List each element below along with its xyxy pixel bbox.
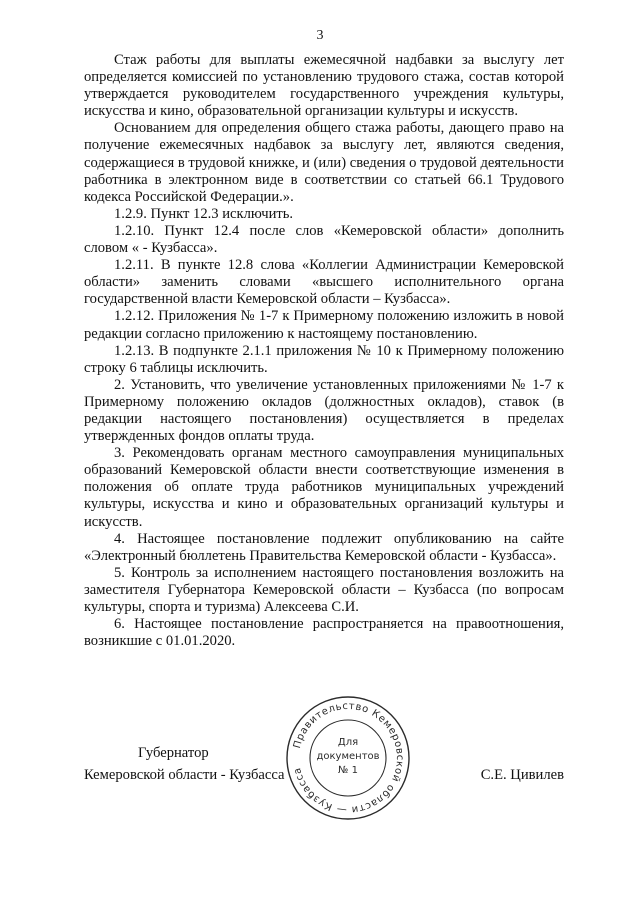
stamp-center-line-3: № 1 xyxy=(338,765,358,776)
paragraph-4: 4. Настоящее постановление подлежит опубликованию на сайте «Электронный бюллетень Правительства Кемеровской области - Кузбасса». xyxy=(84,530,564,564)
paragraph-1-2-11: 1.2.11. В пункте 12.8 слова «Коллегии Администрации Кемеровской области» заменить словами «высшего исполнительного органа государственной власти Кемеровской области – Кузбасса». xyxy=(84,257,564,308)
stamp-center-line-1: Для xyxy=(337,737,359,748)
page-number: 3 xyxy=(316,28,324,43)
paragraph-seniority-commission: Стаж работы для выплаты ежемесячной надбавки за выслугу лет определяется комиссией по установлению трудового стажа, состав которой утверждается руководителем государственного учреждения культуры, искусства и кино, образовательной организации культуры и искусств. xyxy=(84,52,564,120)
paragraph-1-2-9: 1.2.9. Пункт 12.3 исключить. xyxy=(114,205,294,222)
signatory-title-line2: Кемеровской области - Кузбасса xyxy=(84,767,285,783)
stamp-ring-text: Правительство Кемеровской области — Кузбасса xyxy=(291,700,406,816)
document-body xyxy=(84,52,564,650)
paragraph-1-2-10: 1.2.10. Пункт 12.4 после слов «Кемеровской области» дополнить словом « - Кузбасса». xyxy=(84,222,564,257)
signatory-title-line1: Губернатор xyxy=(138,745,209,761)
paragraph-seniority-basis: Основанием для определения общего стажа работы, дающего право на получение ежемесячных надбавок за выслугу лет, являются сведения, содержащиеся в трудовой книжке, и (или) сведения о трудовой деятельности работника в электронном виде в соответствии со статьей 66.1 Трудового кодекса Российской Федерации.». xyxy=(84,120,564,205)
paragraph-6: 6. Настоящее постановление распространяется на правоотношения, возникшие с 01.01.2020. xyxy=(84,616,564,650)
paragraph-3: 3. Рекомендовать органам местного самоуправления муниципальных образований Кемеровской области внести соответствующие изменения в положения об оплате труда работников муниципальных учреждений культуры, искусства и кино и образовательных организаций культуры и искусств. xyxy=(84,445,564,530)
signatory-name: С.Е. Цивилев xyxy=(480,767,564,783)
paragraph-5: 5. Контроль за исполнением настоящего постановления возложить на заместителя Губернатора Кемеровской области – Кузбасса (по вопросам культуры, спорта и туризма) Алексеева С.И. xyxy=(84,564,564,615)
signature-block xyxy=(84,735,564,795)
paragraph-2: 2. Установить, что увеличение установленных приложениями № 1-7 к Примерному положению окладов (должностных окладов), ставок (в редакции настоящего постановления) осуществляется в пределах утвержденных фондов оплаты труда. xyxy=(84,376,564,445)
paragraph-1-2-13: 1.2.13. В подпункте 2.1.1 приложения № 10 к Примерному положению строку 6 таблицы исключить. xyxy=(84,342,564,376)
paragraph-1-2-12: 1.2.12. Приложения № 1-7 к Примерному положению изложить в новой редакции согласно приложению к настоящему постановлению. xyxy=(84,308,564,342)
stamp-center-line-2: документов xyxy=(316,751,380,762)
